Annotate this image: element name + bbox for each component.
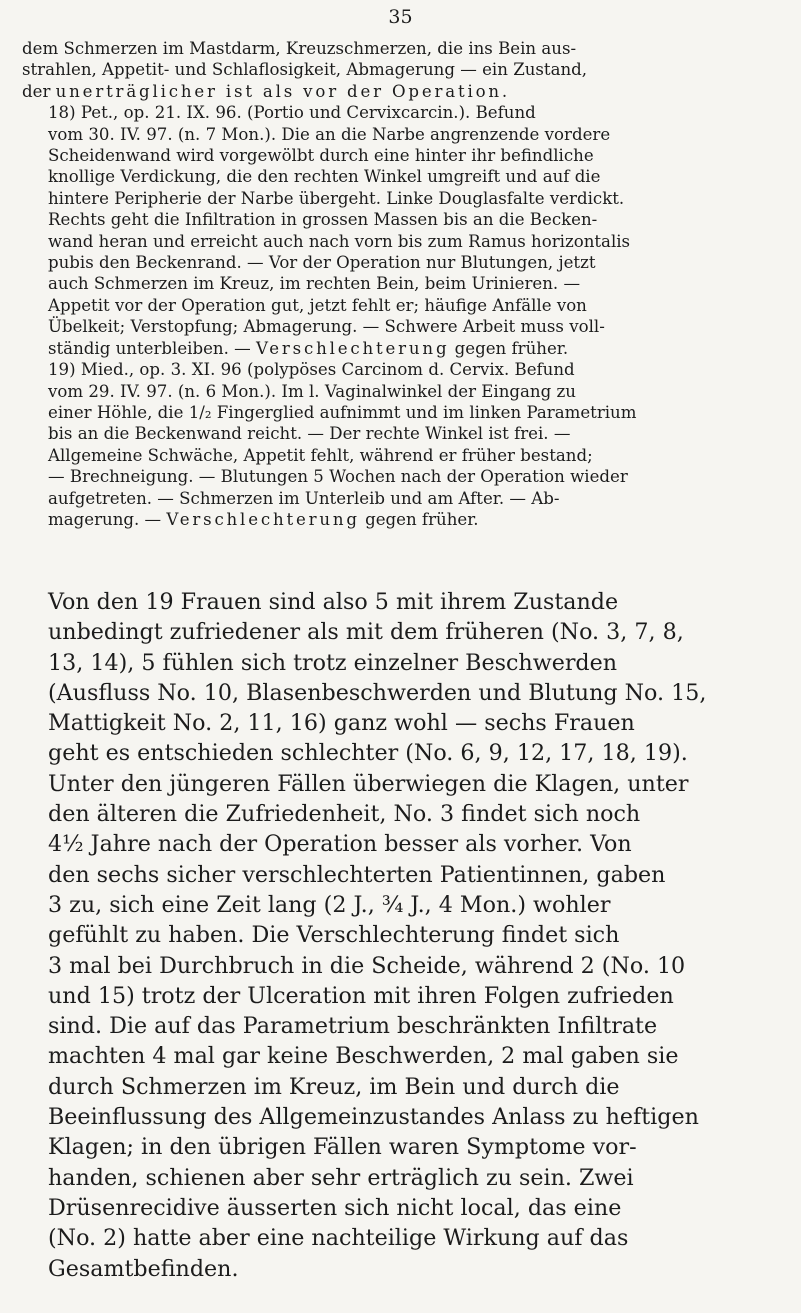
text-line: 18) Pet., op. 21. IX. 96. (Portio und Cervixcarcin.). Befund bbox=[48, 103, 536, 123]
text-line: Mattigkeit No. 2, 11, 16) ganz wohl — sechs Frauen bbox=[48, 710, 635, 737]
text-line: knollige Verdickung, die den rechten Winkel umgreift und auf die bbox=[48, 167, 601, 187]
text-line: 19) Mied., op. 3. XI. 96 (polypöses Carcinom d. Cervix. Befund bbox=[48, 360, 575, 380]
text-line: wand heran und erreicht auch nach vorn bis zum Ramus horizontalis bbox=[48, 231, 631, 251]
text-line: durch Schmerzen im Kreuz, im Bein und durch die bbox=[48, 1073, 620, 1100]
text-line: den sechs sicher verschlechterten Patientinnen, gaben bbox=[48, 861, 666, 888]
text-line: Unter den jüngeren Fällen überwiegen die Klagen, unter bbox=[48, 770, 689, 797]
text-line: 13, 14), 5 fühlen sich trotz einzelner Beschwerden bbox=[48, 649, 618, 676]
text-line: den älteren die Zufriedenheit, No. 3 findet sich noch bbox=[48, 801, 641, 828]
text-line: unbedingt zufriedener als mit dem früheren (No. 3, 7, 8, bbox=[48, 619, 684, 646]
case-17-continuation bbox=[22, 38, 779, 102]
text-line: sind. Die auf das Parametrium beschränkten Infiltrate bbox=[48, 1013, 658, 1040]
text-line: strahlen, Appetit- und Schlaflosigkeit, Abmagerung — ein Zustand, bbox=[22, 60, 588, 80]
text-line: — Brechneigung. — Blutungen 5 Wochen nach der Operation wieder bbox=[48, 467, 628, 487]
text-line: bis an die Beckenwand reicht. — Der rechte Winkel ist frei. — bbox=[48, 424, 571, 444]
emphasized-text: Verschlechterung bbox=[166, 509, 360, 529]
text-line: Allgemeine Schwäche, Appetit fehlt, während er früher bestand; bbox=[48, 445, 593, 465]
text-line: Beeinflussung des Allgemeinzustandes Anlass zu heftigen bbox=[48, 1104, 699, 1131]
emphasized-text: unerträglicher ist als vor der Operation. bbox=[55, 81, 510, 101]
text-segment: ständig unterbleiben. — bbox=[48, 338, 256, 358]
text-line: vom 30. IV. 97. (n. 7 Mon.). Die an die Narbe angrenzende vordere bbox=[48, 124, 611, 144]
text-line: 3 zu, sich eine Zeit lang (2 J., ¾ J., 4 Mon.) wohler bbox=[48, 891, 611, 918]
case-18 bbox=[22, 102, 779, 359]
text-line: 4½ Jahre nach der Operation besser als vorher. Von bbox=[48, 831, 632, 858]
text-line: geht es entschieden schlechter (No. 6, 9, 12, 17, 18, 19). bbox=[48, 740, 688, 767]
text-segment: der bbox=[22, 81, 56, 101]
text-line: und 15) trotz der Ulceration mit ihren Folgen zufrieden bbox=[48, 982, 674, 1009]
text-line bbox=[22, 338, 779, 359]
text-segment: magerung. — bbox=[48, 509, 167, 529]
text-line bbox=[22, 509, 779, 530]
page-number: 35 bbox=[388, 6, 413, 28]
text-line: vom 29. IV. 97. (n. 6 Mon.). Im l. Vaginalwinkel der Eingang zu bbox=[48, 381, 576, 401]
text-line: 3 mal bei Durchbruch in die Scheide, während 2 (No. 10 bbox=[48, 952, 686, 979]
case-19 bbox=[22, 359, 779, 530]
summary-paragraph bbox=[22, 587, 779, 1284]
text-line: pubis den Beckenrand. — Vor der Operation nur Blutungen, jetzt bbox=[48, 253, 596, 273]
text-line: Von den 19 Frauen sind also 5 mit ihrem Zustande bbox=[48, 589, 619, 615]
text-segment: gegen früher. bbox=[359, 509, 479, 529]
text-line bbox=[22, 81, 779, 102]
text-line: Scheidenwand wird vorgewölbt durch eine hinter ihr befindliche bbox=[48, 146, 594, 166]
text-line: aufgetreten. — Schmerzen im Unterleib und am After. — Ab- bbox=[48, 488, 560, 508]
text-line: Drüsenrecidive äusserten sich nicht local, das eine bbox=[48, 1194, 622, 1221]
case-reports bbox=[22, 38, 779, 530]
text-line: Übelkeit; Verstopfung; Abmagerung. — Schwere Arbeit muss voll- bbox=[48, 317, 605, 337]
text-segment: einer Höhle, die 1 bbox=[48, 402, 200, 422]
text-line: gefühlt zu haben. Die Verschlechterung findet sich bbox=[48, 922, 620, 949]
text-line: dem Schmerzen im Mastdarm, Kreuzschmerzen, die ins Bein aus- bbox=[22, 39, 577, 58]
text-line: (Ausfluss No. 10, Blasenbeschwerden und Blutung No. 15, bbox=[48, 679, 707, 706]
text-segment: /₂ Fingerglied aufnimmt und im linken Parametrium bbox=[199, 402, 637, 422]
text-segment: gegen früher. bbox=[449, 338, 569, 358]
text-line: machten 4 mal gar keine Beschwerden, 2 mal gaben sie bbox=[48, 1043, 679, 1070]
text-line: hintere Peripherie der Narbe übergeht. Linke Douglasfalte verdickt. bbox=[48, 188, 625, 208]
text-line: Klagen; in den übrigen Fällen waren Symptome vor- bbox=[48, 1134, 637, 1161]
text-line bbox=[22, 402, 779, 423]
emphasized-text: Verschlechterung bbox=[256, 338, 450, 358]
text-line: Rechts geht die Infiltration in grossen Massen bis an die Becken- bbox=[48, 210, 598, 230]
text-line: Gesamtbefinden. bbox=[48, 1255, 239, 1282]
summary-section bbox=[22, 587, 779, 1284]
text-line: auch Schmerzen im Kreuz, im rechten Bein, beim Urinieren. — bbox=[48, 274, 581, 294]
text-line: (No. 2) hatte aber eine nachteilige Wirkung auf das bbox=[48, 1225, 629, 1252]
text-line: Appetit vor der Operation gut, jetzt fehlt er; häufige Anfälle von bbox=[48, 295, 587, 315]
text-line: handen, schienen aber sehr erträglich zu sein. Zwei bbox=[48, 1164, 634, 1191]
